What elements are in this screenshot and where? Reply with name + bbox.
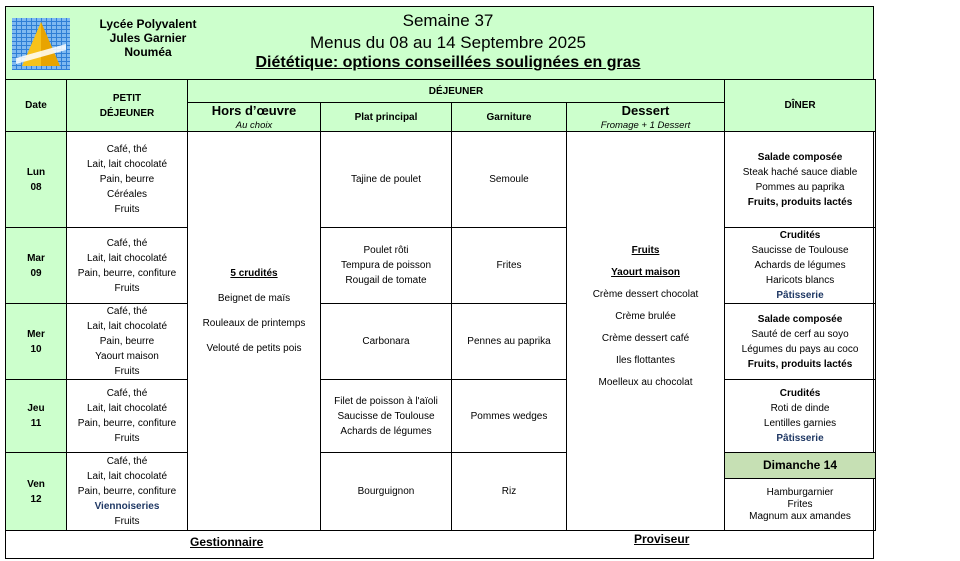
col-header-dejeuner: DÉJEUNER: [188, 80, 725, 103]
school-line-3: Nouméa: [124, 45, 172, 59]
menu-item: Café, thé: [106, 456, 148, 467]
menu-item: Fruits: [114, 204, 140, 215]
menu-item: Roti de dinde: [770, 403, 830, 414]
menu-item: Pommes au paprika: [755, 181, 845, 193]
garniture-monday: [452, 132, 567, 228]
menu-item: Bourguignon: [357, 486, 415, 497]
dietetic-note: Diététique: options conseillées soulignées en gras: [255, 54, 641, 71]
menu-item: Céréales: [106, 189, 148, 200]
menu-item: Pâtisserie: [776, 290, 824, 301]
col-header-dessert: [567, 103, 725, 132]
menu-item: Semoule: [489, 174, 529, 185]
menu-item: Frites: [496, 260, 522, 271]
menu-item: Lait, lait chocolaté: [86, 252, 168, 264]
menu-item: Fruits: [114, 366, 140, 377]
menu-item: Poulet rôti: [363, 245, 409, 256]
menu-item: Salade composée: [757, 151, 843, 163]
menu-item: Tajine de poulet: [350, 174, 422, 185]
menu-item: Fruits, produits lactés: [747, 196, 853, 208]
diner-thursday: [725, 380, 876, 453]
sunday-menu: [725, 479, 875, 523]
garniture-thursday: [452, 380, 567, 453]
menu-item: Crudités: [779, 230, 821, 241]
menu-item: Fruits: [114, 282, 140, 294]
menu-item: Pain, beurre: [99, 336, 155, 347]
menu-item: Yaourt maison: [611, 266, 680, 278]
menu-item: Légumes du pays au coco: [741, 343, 859, 355]
menu-item: Lait, lait chocolaté: [86, 159, 168, 170]
col-header-date: Date: [6, 80, 67, 132]
hors-doeuvre-label: Hors d’œuvre: [211, 103, 297, 118]
menu-item: Pommes wedges: [470, 410, 548, 422]
menu-item: Pennes au paprika: [467, 336, 551, 347]
col-header-garniture: Garniture: [452, 103, 567, 132]
menu-item: Hamburgarnier: [766, 487, 834, 498]
signature-gestionnaire: Gestionnaire: [190, 535, 264, 549]
day-number: 10: [30, 343, 42, 355]
col-header-petit-dejeuner: [67, 80, 188, 132]
diner-tuesday: [725, 228, 876, 304]
day-number: 08: [30, 181, 42, 193]
menu-item: 5 crudités: [230, 268, 278, 279]
menu-item: Café, thé: [106, 237, 148, 249]
day-tuesday: [6, 228, 67, 304]
day-name: Ven: [27, 478, 45, 490]
menu-item: Filet de poisson à l'aïoli: [334, 395, 438, 407]
menu-item: Crème dessert chocolat: [592, 288, 699, 300]
menu-item: Crudités: [779, 388, 821, 399]
school-logo-icon: [12, 18, 70, 70]
day-number: 12: [30, 493, 42, 505]
menu-item: Salade composée: [757, 313, 843, 325]
day-name: Lun: [26, 166, 46, 178]
menu-item: Moelleux au chocolat: [598, 376, 693, 388]
garniture-wednesday: [452, 304, 567, 380]
menu-item: Haricots blancs: [765, 275, 835, 286]
petit-dejeuner-monday: [67, 132, 188, 228]
day-number: 11: [30, 418, 42, 429]
menu-item: Yaourt maison: [95, 351, 159, 362]
day-monday: [6, 132, 67, 228]
menu-item: Fruits: [114, 433, 140, 444]
school-line-1: Lycée Polyvalent: [99, 17, 197, 31]
garniture-friday: [452, 453, 567, 531]
plat-tuesday: [321, 228, 452, 304]
signature-proviseur: Proviseur: [634, 532, 690, 546]
menu-item: Tempura de poisson: [340, 260, 432, 271]
day-thursday: [6, 380, 67, 453]
menu-item: Frites: [787, 499, 813, 510]
diner-wednesday: [725, 304, 876, 380]
menu-item: Café, thé: [106, 306, 148, 317]
dessert-week: [567, 132, 725, 531]
menu-item: Achards de légumes: [754, 260, 846, 271]
day-friday: [6, 453, 67, 531]
menu-item: Pâtisserie: [776, 433, 824, 444]
menu-item: Fruits, produits lactés: [747, 358, 853, 370]
hors-doeuvre-week: [188, 132, 321, 531]
garniture-tuesday: [452, 228, 567, 304]
menu-item: Beignet de maïs: [217, 293, 291, 304]
menu-item: Rougail de tomate: [345, 275, 427, 286]
menu-item: Lait, lait chocolaté: [86, 403, 168, 414]
col-header-diner: DÎNER: [725, 80, 876, 132]
school-name: [78, 17, 218, 59]
plat-wednesday: [321, 304, 452, 380]
menu-item: Café, thé: [106, 388, 148, 399]
menu-item: Pain, beurre: [99, 174, 155, 185]
menu-item: Pain, beurre, confiture: [77, 418, 177, 429]
day-wednesday: [6, 304, 67, 380]
menu-item: Velouté de petits pois: [206, 343, 302, 354]
menu-item: Rouleaux de printemps: [202, 318, 306, 329]
menu-item: Lentilles garnies: [763, 418, 837, 429]
petit-dejeuner-thursday: [67, 380, 188, 453]
menu-item: Pain, beurre, confiture: [77, 267, 177, 279]
menu-item: Crème brulée: [615, 310, 676, 322]
school-line-2: Jules Garnier: [109, 31, 187, 45]
menu-item: Saucisse de Toulouse: [751, 245, 849, 256]
menu-item: Fruits: [631, 244, 660, 256]
menu-item: Iles flottantes: [616, 354, 675, 366]
plat-monday: [321, 132, 452, 228]
week-title: Semaine 37: [402, 11, 494, 30]
menu-item: Fruits: [114, 516, 140, 527]
day-name: Mar: [27, 252, 45, 264]
menu-item: Magnum aux amandes: [749, 511, 851, 522]
diner-monday: [725, 132, 876, 228]
menu-item: Saucisse de Toulouse: [337, 410, 435, 422]
plat-thursday: [321, 380, 452, 453]
menu-item: Riz: [501, 486, 517, 497]
col-header-plat-principal: Plat principal: [321, 103, 452, 132]
petit-dejeuner-wednesday: [67, 304, 188, 380]
hors-doeuvre-sub: Au choix: [235, 120, 273, 131]
plat-friday: [321, 453, 452, 531]
menu-item: Café, thé: [106, 144, 148, 155]
date-range: Menus du 08 au 14 Septembre 2025: [310, 33, 586, 52]
menu-item: Steak haché sauce diable: [742, 166, 858, 178]
diner-friday-sunday: [725, 453, 876, 531]
menu-item: Crème dessert café: [601, 332, 690, 344]
menu-table: [5, 79, 876, 531]
menu-item: Viennoiseries: [94, 501, 160, 512]
menu-item: Lait, lait chocolaté: [86, 471, 168, 482]
menu-item: Sauté de cerf au soyo: [751, 328, 849, 340]
day-name: Mer: [27, 328, 45, 340]
dessert-sub: Fromage + 1 Dessert: [600, 120, 691, 131]
menu-item: Pain, beurre, confiture: [77, 486, 177, 497]
col-header-petit-dejeuner-line1: PETIT: [112, 92, 142, 104]
col-header-petit-dejeuner-line2: DÉJEUNER: [99, 107, 155, 119]
dessert-label: Dessert: [621, 103, 670, 118]
menu-item: Carbonara: [362, 336, 410, 347]
menu-item: Achards de légumes: [340, 425, 432, 437]
menu-item: Lait, lait chocolaté: [86, 321, 168, 332]
day-number: 09: [30, 267, 42, 279]
petit-dejeuner-tuesday: [67, 228, 188, 304]
petit-dejeuner-friday: [67, 453, 188, 531]
sunday-label: Dimanche 14: [725, 453, 875, 479]
col-header-hors-doeuvre: [188, 103, 321, 132]
day-name: Jeu: [27, 403, 45, 414]
